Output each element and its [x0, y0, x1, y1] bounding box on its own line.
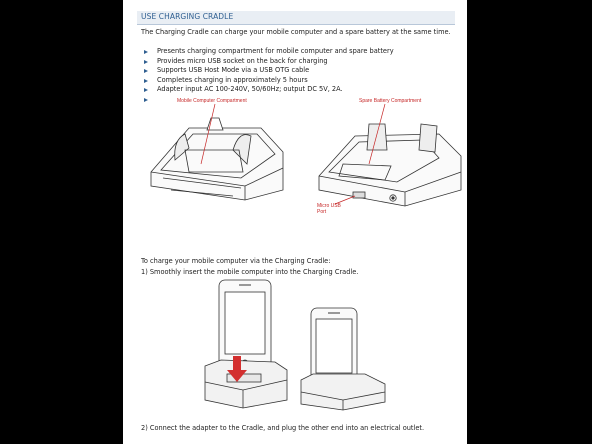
step-2: 2) Connect the adapter to the Cradle, and plug the other end into an electrical outlet.: [141, 424, 425, 432]
callout-mobile-compartment: Mobile Computer Compartment: [177, 98, 247, 104]
right-cradle-drawing: [319, 124, 461, 206]
left-cradle-drawing: [151, 118, 283, 200]
list-item: Presents charging compartment for mobile computer and spare battery: [141, 47, 451, 57]
step-1: 1) Smoothly insert the mobile computer into the Charging Cradle.: [141, 268, 359, 276]
callout-usb-line2: Port: [317, 209, 327, 215]
list-item: Completes charging in approximately 5 hours: [141, 76, 451, 86]
callout-usb-line1: Micro USB: [317, 203, 341, 209]
section-title: USE CHARGING CRADLE: [141, 12, 234, 21]
list-item: Provides micro USB socket on the back for charging: [141, 57, 451, 67]
phone-being-inserted-drawing: [205, 280, 287, 408]
cradle-illustration: [123, 0, 467, 240]
list-item: Adapter input AC 100-240V, 50/60Hz; output DC 5V, 2A.: [141, 85, 451, 95]
steps-intro: To charge your mobile computer via the Charging Cradle:: [141, 257, 331, 265]
callout-battery-compartment: Spare Battery Compartment: [359, 98, 422, 104]
phone-docked-drawing: [301, 308, 385, 410]
document-page: [123, 0, 467, 444]
list-item: Supports USB Host Mode via a USB OTG cable: [141, 66, 451, 76]
intro-paragraph: The Charging Cradle can charge your mobile computer and a spare battery at the same time.: [141, 28, 451, 36]
phone-cradle-illustration: [123, 270, 467, 420]
